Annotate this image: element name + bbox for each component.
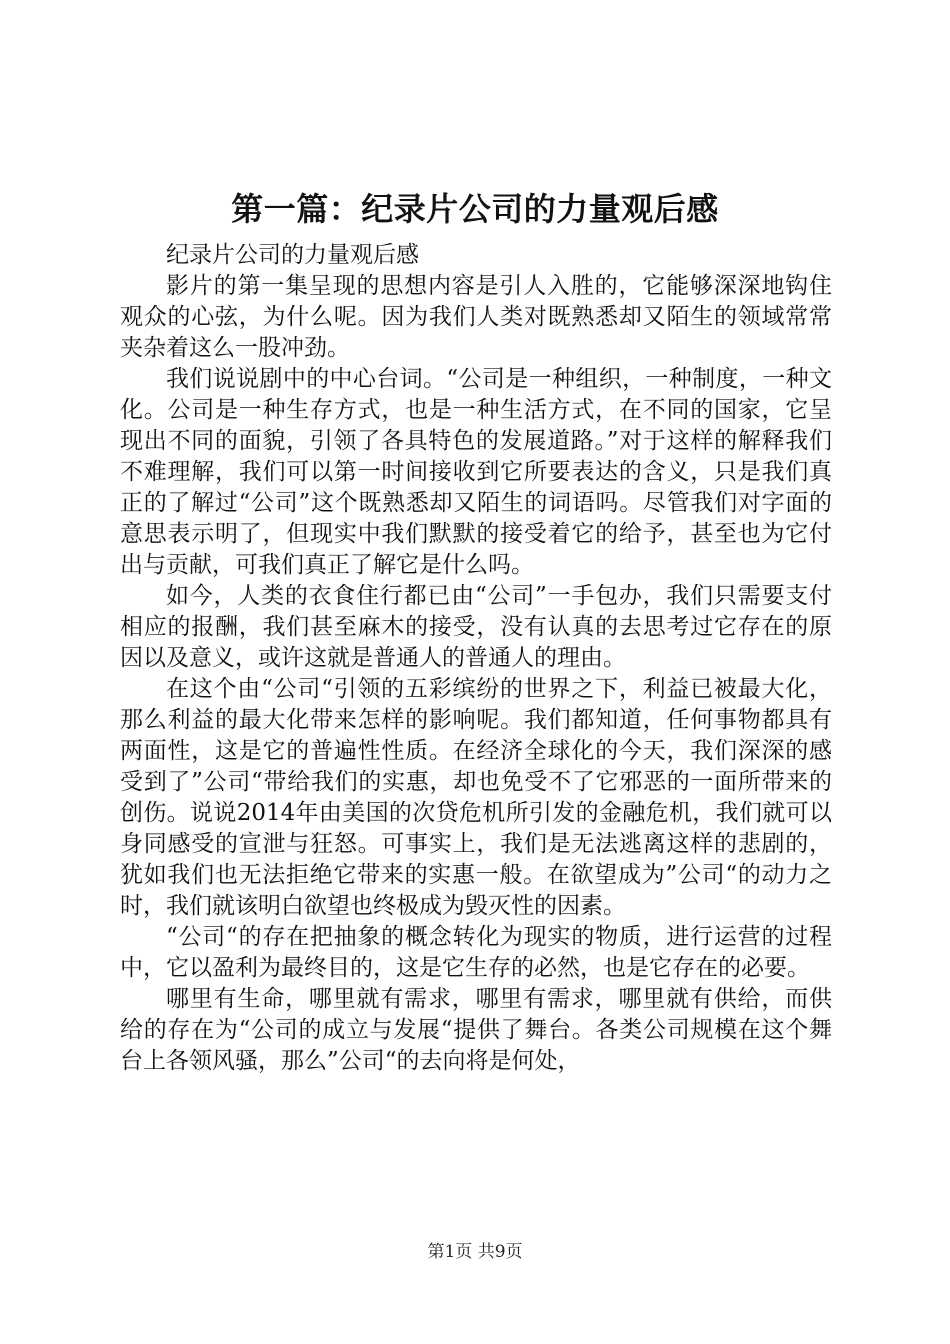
paragraph: 我们说说剧中的中心台词。“公司是一种组织，一种制度，一种文化。公司是一种生存方式，也是一种生活方式，在不同的国家，它呈现出不同的面貌，引领了各具特色的发展道路。”对于这样的解释我们不难理解，我们可以第一时间接收到它所要表达的含义，只是我们真正的了解过“公司”这个既熟悉却又陌生的词语吗。尽管我们对字面的意思表示明了，但现实中我们默默的接受着它的给予，甚至也为它付出与贡献，可我们真正了解它是什么吗。 [120, 366, 832, 578]
paragraph: “公司“的存在把抽象的概念转化为现实的物质，进行运营的过程中，它以盈利为最终目的，这是它生存的必然，也是它存在的必要。 [120, 924, 832, 981]
document-body [120, 240, 832, 1077]
paragraph: 如今，人类的衣食住行都已由“公司”一手包办，我们只需要支付相应的报酬，我们甚至麻木的接受，没有认真的去思考过它存在的原因以及意义，或许这就是普通人的普通人的理由。 [120, 583, 832, 671]
page-number-footer: 第1页 共9页 [427, 1242, 523, 1262]
paragraph: 在这个由“公司“引领的五彩缤纷的世界之下，利益已被最大化，那么利益的最大化带来怎样的影响呢。我们都知道，任何事物都具有两面性，这是它的普遍性性质。在经济全球化的今天，我们深深的感受到了”公司“带给我们的实惠，却也免受不了它邪恶的一面所带来的创伤。说说2014年由美国的次贷危机所引发的金融危机，我们就可以身同感受的宣泄与狂怒。可事实上，我们是无法逃离这样的悲剧的，犹如我们也无法拒绝它带来的实惠一般。在欲望成为”公司“的动力之时，我们就该明白欲望也终极成为毁灭性的因素。 [120, 676, 832, 919]
paragraph-subtitle: 纪录片公司的力量观后感 [166, 242, 419, 268]
paragraph: 影片的第一集呈现的思想内容是引人入胜的，它能够深深地钩住观众的心弦，为什么呢。因为我们人类对既熟悉却又陌生的领域常常夹杂着这么一股冲劲。 [120, 273, 832, 361]
paragraph: 哪里有生命，哪里就有需求，哪里有需求，哪里就有供给，而供给的存在为“公司的成立与发展“提供了舞台。各类公司规模在这个舞台上各领风骚，那么”公司“的去向将是何处， [120, 986, 832, 1074]
document-title: 第一篇：纪录片公司的力量观后感 [231, 190, 719, 228]
